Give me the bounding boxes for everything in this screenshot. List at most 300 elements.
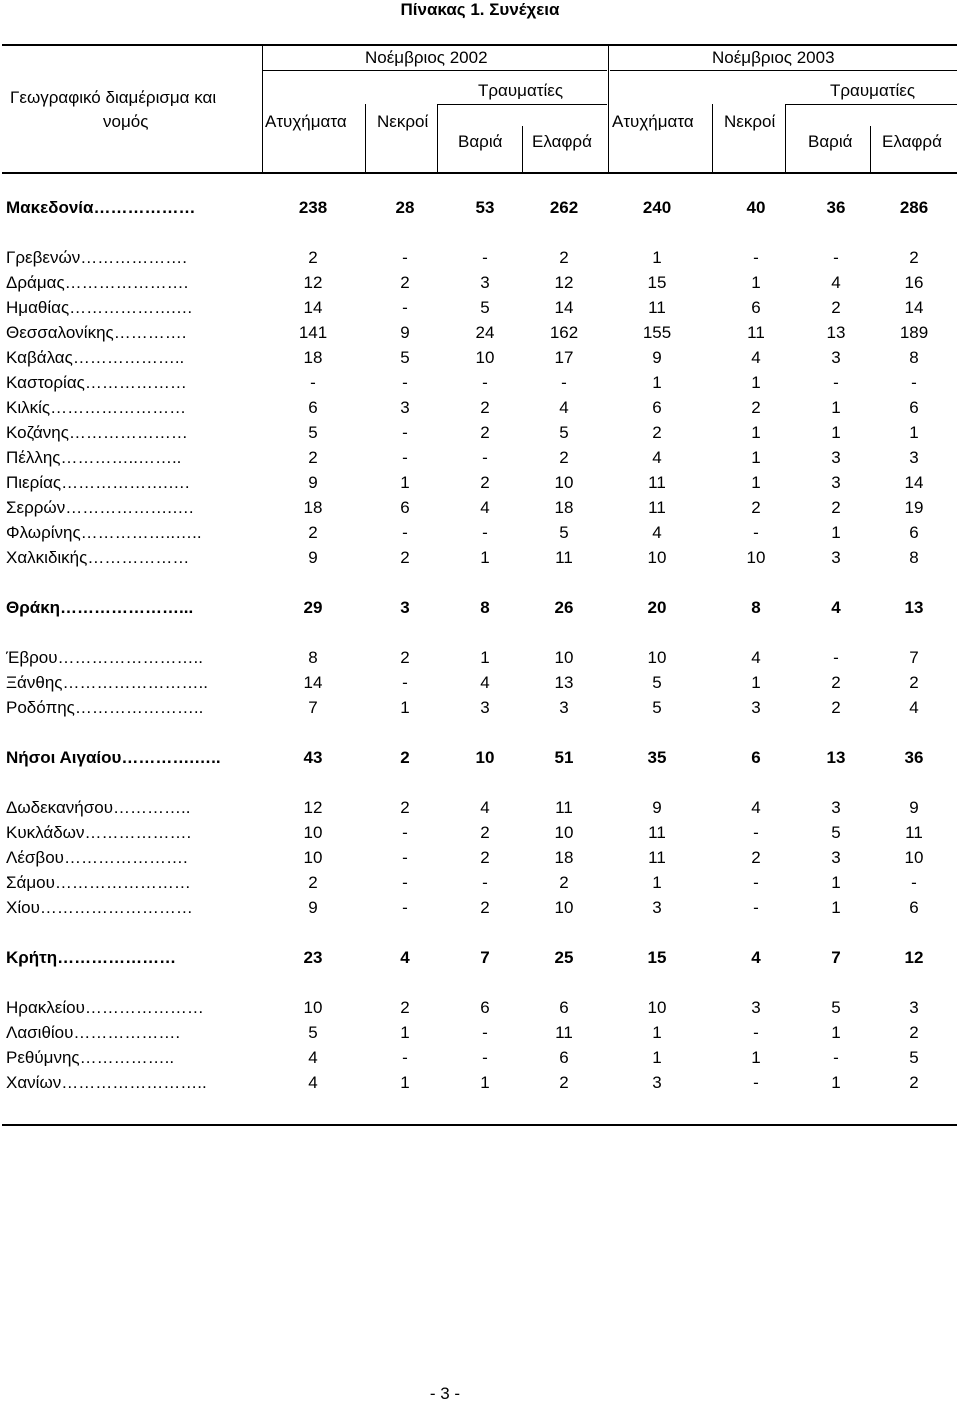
table-row: [0, 321, 960, 346]
cell-serious-2003: 2: [831, 298, 841, 317]
cell-serious-2002: 3: [480, 273, 490, 292]
cell-serious-2002: 5: [480, 298, 490, 317]
cell-accidents-2002: 141: [298, 323, 328, 342]
cell-serious-2002: 8: [480, 598, 490, 617]
cell-accidents-2002: 2: [308, 523, 318, 542]
cell-dead-2002: 6: [400, 498, 410, 517]
cell-serious-2003: 13: [826, 323, 846, 342]
region-name: Μακεδονία………………: [6, 198, 196, 217]
cell-accidents-2002: 2: [308, 873, 318, 892]
cell-accidents-2003: 10: [647, 998, 667, 1017]
cell-accidents-2002: 23: [303, 948, 323, 967]
cell-dead-2003: 3: [751, 998, 761, 1017]
cell-dead-2003: 3: [751, 698, 761, 717]
prefecture-name: Ρεθύμνης……………..: [6, 1048, 175, 1067]
region-row: [0, 746, 960, 771]
cell-accidents-2002: 10: [303, 998, 323, 1017]
cell-serious-2002: 3: [480, 698, 490, 717]
cell-light-2003: 14: [904, 298, 924, 317]
cell-light-2002: 162: [549, 323, 579, 342]
cell-light-2002: 6: [559, 998, 569, 1017]
cell-dead-2003: 40: [746, 198, 766, 217]
table-row: [0, 396, 960, 421]
cell-light-2002: 5: [559, 523, 569, 542]
cell-dead-2002: 2: [400, 798, 410, 817]
cell-dead-2002: -: [402, 423, 408, 442]
region-name: Κρήτη…………………: [6, 948, 177, 967]
cell-serious-2003: -: [833, 1048, 839, 1067]
cell-light-2003: 36: [904, 748, 924, 767]
cell-accidents-2003: 35: [647, 748, 667, 767]
cell-light-2002: 6: [559, 1048, 569, 1067]
cell-accidents-2003: 20: [647, 598, 667, 617]
cell-dead-2002: -: [402, 373, 408, 392]
prefecture-name: Λασιθίου……………….: [6, 1023, 181, 1042]
prefecture-name: Ξάνθης……………………..: [6, 673, 208, 692]
cell-accidents-2003: 155: [642, 323, 672, 342]
header-divider: [712, 104, 713, 172]
cell-serious-2003: 4: [831, 273, 841, 292]
cell-light-2003: 8: [909, 348, 919, 367]
cell-dead-2003: 10: [746, 548, 766, 567]
cell-serious-2002: 2: [480, 898, 490, 917]
cell-light-2003: 189: [899, 323, 929, 342]
table-row: [0, 871, 960, 896]
cell-serious-2002: 2: [480, 823, 490, 842]
cell-dead-2003: -: [753, 898, 759, 917]
header-bottom-border: [2, 172, 957, 174]
prefecture-name: Καστορίας………………: [6, 373, 187, 392]
cell-accidents-2002: 6: [308, 398, 318, 417]
cell-serious-2003: 5: [831, 823, 841, 842]
cell-accidents-2003: 5: [652, 673, 662, 692]
cell-light-2002: 12: [554, 273, 574, 292]
cell-accidents-2002: 18: [303, 498, 323, 517]
cell-serious-2002: 6: [480, 998, 490, 1017]
cell-serious-2003: 13: [826, 748, 846, 767]
cell-dead-2003: 4: [751, 948, 761, 967]
cell-serious-2002: -: [482, 873, 488, 892]
table-row: [0, 1046, 960, 1071]
table-row: [0, 296, 960, 321]
cell-serious-2002: 1: [480, 1073, 490, 1092]
cell-accidents-2002: 10: [303, 823, 323, 842]
cell-dead-2003: -: [753, 823, 759, 842]
spacer-row: [0, 771, 960, 796]
cell-dead-2002: 2: [400, 998, 410, 1017]
prefecture-name: Φλωρίνης……………..…..: [6, 523, 202, 542]
cell-light-2002: 10: [554, 648, 574, 667]
cell-light-2002: 2: [559, 248, 569, 267]
region-row: [0, 196, 960, 221]
spacer-row: [0, 571, 960, 596]
accidents-header-2003: Ατυχήματα: [612, 112, 694, 131]
cell-accidents-2003: 11: [648, 848, 666, 867]
cell-light-2002: 14: [554, 298, 574, 317]
cell-dead-2003: 2: [751, 498, 761, 517]
cell-serious-2003: 7: [831, 948, 841, 967]
cell-serious-2003: 3: [831, 473, 841, 492]
cell-dead-2002: -: [402, 248, 408, 267]
cell-accidents-2003: 10: [647, 548, 667, 567]
cell-light-2002: 26: [554, 598, 574, 617]
cell-dead-2003: -: [753, 873, 759, 892]
region-column-header-line1: Γεωγραφικό διαμέρισμα και: [10, 88, 217, 107]
cell-accidents-2002: 9: [308, 548, 318, 567]
cell-serious-2003: 1: [831, 398, 841, 417]
period-2003-header: Νοέμβριος 2003: [712, 48, 835, 67]
cell-light-2002: 11: [555, 548, 573, 567]
cell-serious-2002: 4: [480, 498, 490, 517]
cell-serious-2002: -: [482, 448, 488, 467]
cell-dead-2002: 3: [400, 598, 410, 617]
cell-light-2003: 6: [909, 523, 919, 542]
cell-serious-2002: -: [482, 373, 488, 392]
cell-accidents-2003: 4: [652, 523, 662, 542]
period-2003-underline: [610, 70, 957, 71]
prefecture-name: Γρεβενών……………….: [6, 248, 187, 267]
cell-dead-2003: 4: [751, 798, 761, 817]
cell-accidents-2003: 240: [642, 198, 672, 217]
cell-serious-2003: 2: [831, 673, 841, 692]
injured-2002-underline: [437, 104, 607, 105]
prefecture-name: Σάμου……………………: [6, 873, 191, 892]
cell-serious-2003: 3: [831, 548, 841, 567]
serious-header-2002: Βαριά: [458, 132, 503, 151]
cell-light-2003: 6: [909, 398, 919, 417]
cell-accidents-2003: 15: [647, 273, 667, 292]
cell-accidents-2003: 3: [652, 1073, 662, 1092]
cell-dead-2003: -: [753, 248, 759, 267]
table-row: [0, 471, 960, 496]
cell-light-2003: 6: [909, 898, 919, 917]
cell-light-2002: 18: [554, 498, 574, 517]
cell-light-2003: 4: [909, 698, 919, 717]
light-header-2002: Ελαφρά: [532, 132, 592, 151]
cell-serious-2002: 4: [480, 673, 490, 692]
cell-accidents-2002: 18: [303, 348, 323, 367]
cell-light-2003: 7: [909, 648, 919, 667]
cell-accidents-2002: 12: [303, 273, 323, 292]
cell-light-2002: 11: [555, 798, 573, 817]
prefecture-name: Δράμας………………….: [6, 273, 189, 292]
cell-dead-2002: -: [402, 848, 408, 867]
cell-serious-2002: -: [482, 1023, 488, 1042]
region-column-header-line2: νομός: [103, 112, 149, 131]
cell-dead-2003: -: [753, 523, 759, 542]
cell-light-2003: 10: [904, 848, 924, 867]
cell-dead-2003: 1: [751, 448, 761, 467]
prefecture-name: Ημαθίας……………….…: [6, 298, 193, 317]
cell-light-2003: 11: [905, 823, 923, 842]
cell-dead-2002: -: [402, 823, 408, 842]
prefecture-name: Θεσσαλονίκης………….: [6, 323, 187, 342]
cell-accidents-2002: 4: [308, 1048, 318, 1067]
prefecture-name: Κοζάνης…………………: [6, 423, 188, 442]
spacer-row: [0, 971, 960, 996]
prefecture-name: Έβρου……………………..: [6, 648, 203, 667]
cell-serious-2003: 1: [831, 523, 841, 542]
cell-accidents-2003: 1: [652, 373, 662, 392]
prefecture-name: Χαλκιδικής………………: [6, 548, 190, 567]
cell-dead-2002: 2: [400, 273, 410, 292]
cell-accidents-2003: 9: [652, 348, 662, 367]
spacer-row: [0, 621, 960, 646]
cell-light-2002: 10: [554, 823, 574, 842]
cell-serious-2003: 4: [831, 598, 841, 617]
cell-dead-2002: -: [402, 448, 408, 467]
prefecture-name: Δωδεκανήσου…………..: [6, 798, 191, 817]
region-row: [0, 596, 960, 621]
cell-dead-2002: -: [402, 298, 408, 317]
cell-dead-2003: 1: [751, 373, 761, 392]
prefecture-name: Χίου………………………: [6, 898, 193, 917]
cell-serious-2003: -: [833, 648, 839, 667]
cell-dead-2003: 6: [751, 748, 761, 767]
cell-light-2003: 3: [909, 998, 919, 1017]
cell-light-2003: 1: [909, 423, 919, 442]
cell-serious-2003: 36: [826, 198, 846, 217]
region-name: Θράκη…………………...: [6, 598, 194, 617]
table-row: [0, 246, 960, 271]
dead-header-2003: Νεκροί: [724, 112, 776, 131]
cell-light-2003: 2: [909, 248, 919, 267]
cell-light-2003: 2: [909, 673, 919, 692]
cell-accidents-2003: 1: [652, 1023, 662, 1042]
table-row: [0, 671, 960, 696]
cell-light-2002: 262: [549, 198, 579, 217]
injured-header-2003: Τραυματίες: [830, 81, 916, 100]
cell-dead-2002: 1: [400, 1023, 410, 1042]
cell-accidents-2003: 11: [648, 298, 666, 317]
cell-accidents-2002: 12: [303, 798, 323, 817]
cell-dead-2003: 1: [751, 473, 761, 492]
prefecture-name: Ηρακλείου…………………: [6, 998, 204, 1017]
cell-dead-2003: 2: [751, 848, 761, 867]
cell-serious-2002: 7: [480, 948, 490, 967]
table-row: [0, 271, 960, 296]
prefecture-name: Ροδόπης…………………..: [6, 698, 204, 717]
table-row: [0, 446, 960, 471]
cell-serious-2003: 1: [831, 898, 841, 917]
table-row: [0, 546, 960, 571]
cell-accidents-2002: 5: [308, 423, 318, 442]
cell-light-2002: 25: [554, 948, 574, 967]
table-row: [0, 421, 960, 446]
cell-serious-2002: 10: [475, 748, 495, 767]
cell-light-2003: 286: [899, 198, 929, 217]
cell-light-2003: 8: [909, 548, 919, 567]
cell-light-2003: 2: [909, 1023, 919, 1042]
cell-serious-2003: 3: [831, 448, 841, 467]
prefecture-name: Κυκλάδων……………….: [6, 823, 192, 842]
cell-dead-2003: 8: [751, 598, 761, 617]
cell-dead-2002: 1: [400, 473, 410, 492]
cell-light-2003: 3: [909, 448, 919, 467]
table-row: [0, 846, 960, 871]
header-divider: [437, 104, 438, 172]
cell-dead-2003: -: [753, 1073, 759, 1092]
cell-light-2002: -: [561, 373, 567, 392]
cell-dead-2002: 1: [400, 698, 410, 717]
cell-light-2002: 51: [554, 748, 574, 767]
region-name: Νήσοι Αιγαίου………….…..: [6, 748, 221, 767]
cell-serious-2002: 2: [480, 848, 490, 867]
spacer-row: [0, 221, 960, 246]
cell-serious-2003: 1: [831, 1073, 841, 1092]
cell-dead-2003: 1: [751, 423, 761, 442]
cell-accidents-2003: 15: [647, 948, 667, 967]
cell-accidents-2003: 11: [648, 498, 666, 517]
cell-light-2002: 2: [559, 448, 569, 467]
cell-dead-2003: 2: [751, 398, 761, 417]
cell-dead-2003: -: [753, 1023, 759, 1042]
cell-dead-2002: 28: [395, 198, 415, 217]
cell-dead-2002: -: [402, 873, 408, 892]
cell-accidents-2002: 14: [303, 673, 323, 692]
cell-dead-2002: 9: [400, 323, 410, 342]
cell-serious-2002: 24: [475, 323, 495, 342]
cell-light-2002: 18: [554, 848, 574, 867]
cell-accidents-2002: 238: [298, 198, 328, 217]
cell-light-2003: 9: [909, 798, 919, 817]
cell-serious-2002: 2: [480, 423, 490, 442]
accidents-header-2002: Ατυχήματα: [265, 112, 347, 131]
cell-accidents-2003: 5: [652, 698, 662, 717]
prefecture-name: Πέλλης…………..……..: [6, 448, 182, 467]
prefecture-name: Σερρών……………….….: [6, 498, 194, 517]
cell-dead-2003: 4: [751, 348, 761, 367]
cell-dead-2002: -: [402, 1048, 408, 1067]
cell-accidents-2002: 2: [308, 448, 318, 467]
prefecture-name: Κιλκίς……………………: [6, 398, 187, 417]
cell-dead-2003: 11: [747, 323, 765, 342]
cell-serious-2002: -: [482, 1048, 488, 1067]
cell-serious-2002: 1: [480, 548, 490, 567]
period-2002-header: Νοέμβριος 2002: [365, 48, 488, 67]
cell-accidents-2002: 4: [308, 1073, 318, 1092]
cell-light-2003: 12: [904, 948, 924, 967]
cell-serious-2002: 2: [480, 473, 490, 492]
cell-dead-2002: 3: [400, 398, 410, 417]
cell-serious-2002: -: [482, 248, 488, 267]
cell-light-2002: 2: [559, 873, 569, 892]
cell-dead-2002: 5: [400, 348, 410, 367]
cell-light-2002: 5: [559, 423, 569, 442]
cell-accidents-2002: 43: [303, 748, 323, 767]
prefecture-name: Πιερίας……………….….: [6, 473, 190, 492]
table-row: [0, 496, 960, 521]
cell-accidents-2002: -: [310, 373, 316, 392]
cell-serious-2002: 2: [480, 398, 490, 417]
dead-header-2002: Νεκροί: [377, 112, 429, 131]
cell-light-2002: 4: [559, 398, 569, 417]
cell-serious-2002: 1: [480, 648, 490, 667]
prefecture-name: Χανίων……………………..: [6, 1073, 207, 1092]
cell-light-2003: 19: [904, 498, 924, 517]
prefecture-name: Λέσβου………………….: [6, 848, 188, 867]
table-row: [0, 371, 960, 396]
cell-accidents-2002: 10: [303, 848, 323, 867]
cell-serious-2003: 2: [831, 498, 841, 517]
cell-light-2003: 2: [909, 1073, 919, 1092]
cell-accidents-2003: 1: [652, 248, 662, 267]
spacer-row: [0, 721, 960, 746]
cell-accidents-2003: 11: [648, 823, 666, 842]
cell-accidents-2003: 2: [652, 423, 662, 442]
cell-dead-2002: -: [402, 898, 408, 917]
header-divider: [365, 104, 366, 172]
cell-serious-2003: 3: [831, 348, 841, 367]
spacer-row: [0, 921, 960, 946]
cell-accidents-2002: 2: [308, 248, 318, 267]
cell-accidents-2003: 9: [652, 798, 662, 817]
cell-serious-2003: 3: [831, 798, 841, 817]
cell-accidents-2002: 14: [303, 298, 323, 317]
cell-dead-2002: 2: [400, 548, 410, 567]
cell-light-2002: 13: [554, 673, 574, 692]
table-bottom-border: [2, 1124, 957, 1126]
prefecture-name: Καβάλας………………..: [6, 348, 185, 367]
cell-serious-2002: 4: [480, 798, 490, 817]
cell-light-2002: 17: [554, 348, 574, 367]
cell-serious-2003: 1: [831, 1023, 841, 1042]
table-body: [0, 196, 960, 1096]
cell-light-2003: -: [911, 873, 917, 892]
table-row: [0, 521, 960, 546]
cell-dead-2002: 4: [400, 948, 410, 967]
cell-accidents-2003: 1: [652, 873, 662, 892]
table-row: [0, 1071, 960, 1096]
cell-accidents-2003: 6: [652, 398, 662, 417]
cell-serious-2002: 53: [475, 198, 495, 217]
table-row: [0, 996, 960, 1021]
cell-serious-2003: 5: [831, 998, 841, 1017]
cell-serious-2003: -: [833, 248, 839, 267]
cell-accidents-2003: 10: [647, 648, 667, 667]
header-divider: [522, 126, 523, 172]
cell-accidents-2003: 11: [648, 473, 666, 492]
cell-serious-2003: 2: [831, 698, 841, 717]
header-divider: [262, 46, 263, 172]
table-row: [0, 346, 960, 371]
table-row: [0, 1021, 960, 1046]
table-row: [0, 796, 960, 821]
cell-serious-2003: 3: [831, 848, 841, 867]
table-row: [0, 821, 960, 846]
light-header-2003: Ελαφρά: [882, 132, 942, 151]
cell-dead-2003: 6: [751, 298, 761, 317]
cell-serious-2002: -: [482, 523, 488, 542]
table-title: Πίνακας 1. Συνέχεια: [400, 0, 560, 19]
cell-dead-2002: 2: [400, 648, 410, 667]
cell-light-2002: 10: [554, 473, 574, 492]
cell-accidents-2002: 9: [308, 473, 318, 492]
injured-header-2002: Τραυματίες: [478, 81, 564, 100]
header-divider: [785, 104, 786, 172]
table-row: [0, 896, 960, 921]
cell-light-2002: 2: [559, 1073, 569, 1092]
period-2002-underline: [262, 70, 607, 71]
cell-serious-2003: -: [833, 373, 839, 392]
cell-light-2003: 16: [904, 273, 924, 292]
cell-accidents-2003: 4: [652, 448, 662, 467]
table-row: [0, 696, 960, 721]
table-row: [0, 646, 960, 671]
injured-2003-underline: [785, 104, 957, 105]
cell-accidents-2002: 8: [308, 648, 318, 667]
cell-dead-2002: -: [402, 673, 408, 692]
